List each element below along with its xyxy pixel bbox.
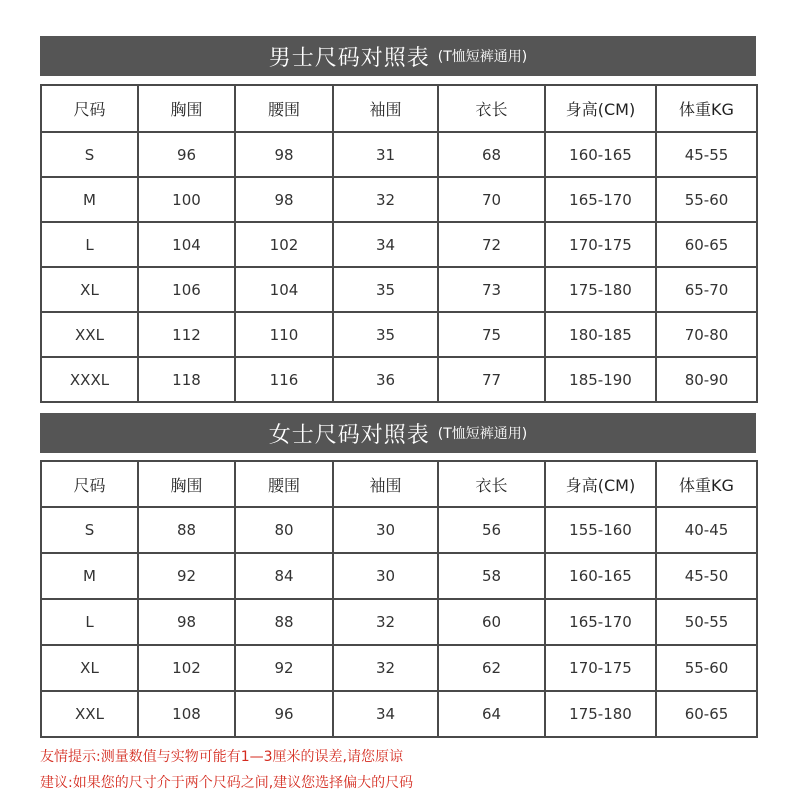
header-cell-length: 衣长 [438, 461, 545, 507]
table-cell: 30 [333, 507, 438, 553]
table-cell: 80-90 [656, 357, 757, 402]
table-cell: 180-185 [545, 312, 656, 357]
header-cell-weight: 体重KG [656, 85, 757, 132]
size-advice-note: 建议:如果您的尺寸介于两个尺码之间,建议您选择偏大的尺码 [40, 775, 414, 791]
table-row [41, 312, 757, 357]
table-cell: 98 [235, 177, 333, 222]
table-cell: 92 [138, 553, 235, 599]
header-cell-chest: 胸围 [138, 85, 235, 132]
header-cell-weight: 体重KG [656, 461, 757, 507]
table-cell: S [41, 507, 138, 553]
men-size-table [40, 84, 758, 403]
table-cell: 160-165 [545, 132, 656, 177]
table-cell: 32 [333, 599, 438, 645]
table-cell: 56 [438, 507, 545, 553]
table-cell: 106 [138, 267, 235, 312]
women-size-chart-banner [40, 413, 756, 453]
table-cell: 88 [138, 507, 235, 553]
table-cell: 102 [235, 222, 333, 267]
table-cell: 68 [438, 132, 545, 177]
header-cell-length: 衣长 [438, 85, 545, 132]
table-row [41, 177, 757, 222]
measurement-tip-note: 友情提示:测量数值与实物可能有1—3厘米的误差,请您原谅 [40, 749, 403, 765]
table-row [41, 507, 757, 553]
table-cell: 100 [138, 177, 235, 222]
table-cell: 170-175 [545, 645, 656, 691]
table-cell: 70 [438, 177, 545, 222]
table-cell: 116 [235, 357, 333, 402]
men-chart-subtitle: (T恤短裤通用) [437, 49, 528, 65]
table-cell: 118 [138, 357, 235, 402]
table-cell: 70-80 [656, 312, 757, 357]
table-cell: 36 [333, 357, 438, 402]
table-cell: 55-60 [656, 645, 757, 691]
table-row [41, 222, 757, 267]
table-cell: 75 [438, 312, 545, 357]
table-cell: 73 [438, 267, 545, 312]
header-cell-sleeve: 袖围 [333, 85, 438, 132]
table-cell: 108 [138, 691, 235, 737]
table-cell: 88 [235, 599, 333, 645]
table-cell: 31 [333, 132, 438, 177]
header-cell-waist: 腰围 [235, 85, 333, 132]
table-cell: 104 [235, 267, 333, 312]
table-cell: 45-55 [656, 132, 757, 177]
table-cell: 80 [235, 507, 333, 553]
table-cell: 77 [438, 357, 545, 402]
table-cell: 60-65 [656, 691, 757, 737]
table-cell: M [41, 553, 138, 599]
table-cell: 98 [235, 132, 333, 177]
table-cell: XL [41, 645, 138, 691]
table-cell: 165-170 [545, 177, 656, 222]
header-cell-height: 身高(CM) [545, 461, 656, 507]
table-cell: 58 [438, 553, 545, 599]
table-cell: 96 [138, 132, 235, 177]
table-cell: 55-60 [656, 177, 757, 222]
table-header-row [41, 461, 757, 507]
table-cell: 60-65 [656, 222, 757, 267]
table-cell: XL [41, 267, 138, 312]
table-cell: M [41, 177, 138, 222]
table-row [41, 691, 757, 737]
table-cell: 64 [438, 691, 545, 737]
women-chart-subtitle: (T恤短裤通用) [437, 426, 528, 442]
table-cell: 65-70 [656, 267, 757, 312]
table-cell: 35 [333, 267, 438, 312]
table-row [41, 553, 757, 599]
table-row [41, 132, 757, 177]
table-cell: 92 [235, 645, 333, 691]
women-chart-title: 女士尺码对照表 [268, 422, 430, 448]
table-cell: 165-170 [545, 599, 656, 645]
table-cell: 185-190 [545, 357, 656, 402]
header-cell-height: 身高(CM) [545, 85, 656, 132]
table-row [41, 645, 757, 691]
table-cell: 104 [138, 222, 235, 267]
table-cell: 170-175 [545, 222, 656, 267]
table-cell: XXL [41, 312, 138, 357]
table-cell: 32 [333, 177, 438, 222]
header-cell-size: 尺码 [41, 85, 138, 132]
table-row [41, 267, 757, 312]
table-cell: 45-50 [656, 553, 757, 599]
header-cell-sleeve: 袖围 [333, 461, 438, 507]
table-cell: 62 [438, 645, 545, 691]
table-cell: XXXL [41, 357, 138, 402]
table-cell: 102 [138, 645, 235, 691]
table-cell: S [41, 132, 138, 177]
table-cell: 35 [333, 312, 438, 357]
table-cell: 72 [438, 222, 545, 267]
table-row [41, 599, 757, 645]
table-cell: 60 [438, 599, 545, 645]
table-cell: 160-165 [545, 553, 656, 599]
table-cell: 112 [138, 312, 235, 357]
table-cell: 84 [235, 553, 333, 599]
table-row [41, 357, 757, 402]
table-cell: 34 [333, 222, 438, 267]
table-cell: 40-45 [656, 507, 757, 553]
women-size-table [40, 460, 758, 738]
men-size-chart-banner [40, 36, 756, 76]
table-cell: 175-180 [545, 691, 656, 737]
table-cell: 50-55 [656, 599, 757, 645]
table-header-row [41, 85, 757, 132]
table-cell: 98 [138, 599, 235, 645]
table-cell: 110 [235, 312, 333, 357]
table-cell: 96 [235, 691, 333, 737]
header-cell-size: 尺码 [41, 461, 138, 507]
men-chart-title: 男士尺码对照表 [268, 45, 430, 71]
table-cell: XXL [41, 691, 138, 737]
header-cell-waist: 腰围 [235, 461, 333, 507]
table-cell: 34 [333, 691, 438, 737]
table-cell: L [41, 222, 138, 267]
table-cell: 30 [333, 553, 438, 599]
table-cell: 175-180 [545, 267, 656, 312]
table-cell: 32 [333, 645, 438, 691]
header-cell-chest: 胸围 [138, 461, 235, 507]
table-cell: 155-160 [545, 507, 656, 553]
table-cell: L [41, 599, 138, 645]
